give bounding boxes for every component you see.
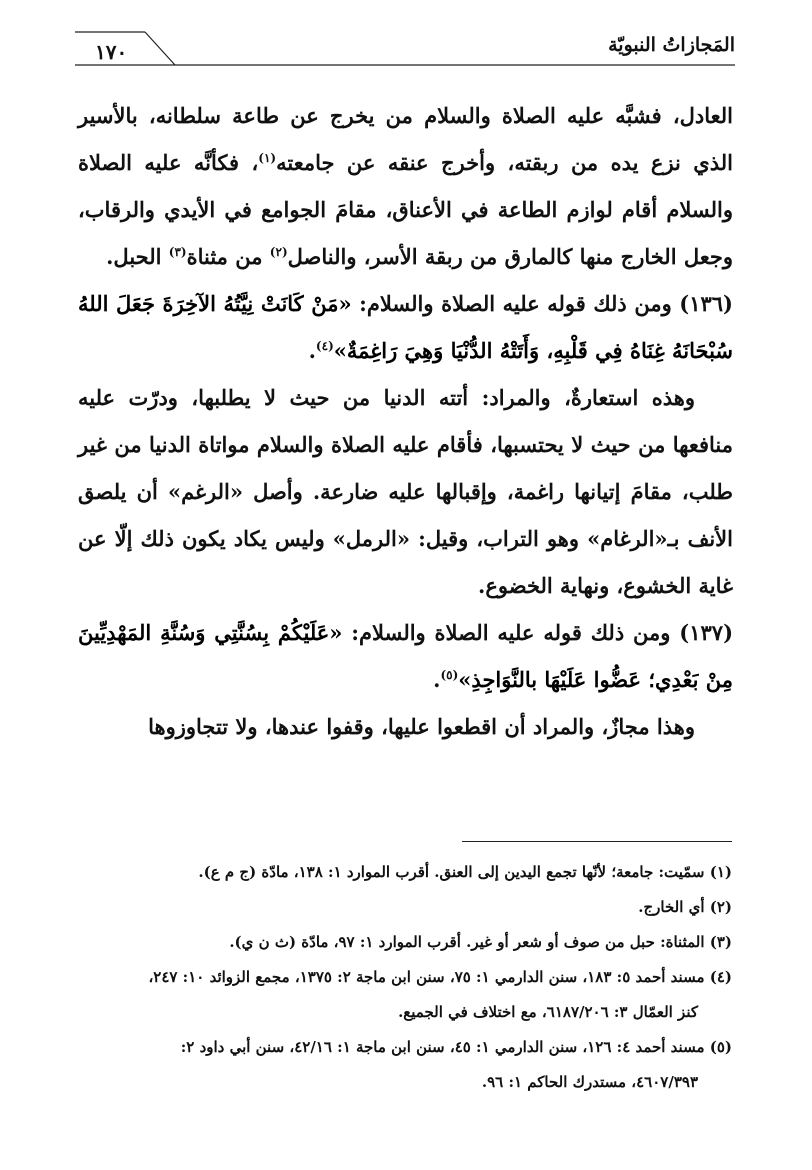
- footnotes: [80, 855, 732, 1100]
- paragraph-1: العادل، فشبَّه عليه الصلاة والسلام من يخرج عن طاعة سلطانه، بالأسير الذي نزع يده من ربقته، وأخرج عنقه عن جامعته$^{(١)}$، فكأنَّه عليه الصلاة والسلام أقام لوازم الطاعة في الأعناق، مقامَ الجوامع في الأيدي والرقاب، وجعل الخارج منها كالمارق من ربقة الأسر، والناصل$^{(٢)}$ من مثناة$^{(٣)}$ الحبل.: [78, 103, 733, 269]
- footnote-ref: (٤): [315, 339, 334, 353]
- page-header: [75, 30, 735, 66]
- paragraph-136: (١٣٦) ومن ذلك قوله عليه الصلاة والسلام: «مَنْ كَانَتْ نِيَّتُهُ الآخِرَةَ جَعَلَ اللهُ سُبْحَانَهُ غِنَاهُ فِي قَلْبِهِ، وَأَتَتْهُ الدُّنْيَا وَهِيَ رَاغِمَةٌ»$^{(٤)}$.: [78, 291, 733, 363]
- paragraph-last: وهذا مجازٌ، والمراد أن اقطعوا عليها، وقفوا عندها، ولا تتجاوزوها: [148, 714, 695, 739]
- footnote-3: (٣) المثناة: حبل من صوف أو شعر أو غير. أقرب الموارد ١: ٩٧، مادّة (ث ن ي).: [229, 933, 732, 951]
- footnote-4: (٤) مسند أحمد ٥: ١٨٣، سنن الدارمي ١: ٧٥، سنن ابن ماجة ٢: ١٣٧٥، مجمع الزوائد ١٠: ٢٤٧،: [148, 968, 732, 986]
- main-text: [78, 92, 733, 750]
- hadith-text: «عَلَيْكُمْ بِسُنَّتِي وَسُنَّةِ المَهْدِيِّينَ مِنْ بَعْدِي؛ عَضُّوا عَلَيْهَا بالنَّوَاجِذِ»: [78, 620, 733, 692]
- footnote-5-cont: ٤٦٠٧/٣٩٣، مستدرك الحاكم ١: ٩٦.: [481, 1073, 698, 1091]
- footnote-ref: (٥): [440, 668, 459, 682]
- page-number: ١٧٠: [95, 40, 128, 64]
- footnote-4-cont: كنز العمّال ٣: ٦١٨٧/٢٠٦، مع اختلاف في الجميع.: [398, 1003, 698, 1021]
- footnote-ref: (٣): [168, 245, 187, 259]
- footnote-ref: (٢): [269, 245, 288, 259]
- footnote-5: (٥) مسند أحمد ٤: ١٢٦، سنن الدارمي ١: ٤٥، سنن ابن ماجة ١: ٤٢/١٦، سنن أبي داود ٢:: [180, 1038, 732, 1056]
- paragraph-137: (١٣٧) ومن ذلك قوله عليه الصلاة والسلام: «عَلَيْكُمْ بِسُنَّتِي وَسُنَّةِ المَهْدِيِّينَ مِنْ بَعْدِي؛ عَضُّوا عَلَيْهَا بالنَّوَاجِذِ»$^{(٥)}$.: [78, 620, 733, 692]
- footnote-divider: [462, 841, 732, 842]
- footnote-2: (٢) أي الخارج.: [638, 898, 732, 916]
- footnote-1: (١) سمّيت: جامعة؛ لأنّها تجمع اليدين إلى العنق. أقرب الموارد ١: ١٣٨، مادّة (ج م ع).: [198, 863, 732, 881]
- footnote-ref: (١): [258, 151, 277, 165]
- hadith-text: «مَنْ كَانَتْ نِيَّتُهُ الآخِرَةَ جَعَلَ اللهُ سُبْحَانَهُ غِنَاهُ فِي قَلْبِهِ، وَأَتَتْهُ الدُّنْيَا وَهِيَ رَاغِمَةٌ»: [78, 291, 733, 363]
- running-title: المَجازاتُ النبويّة: [608, 34, 735, 56]
- paragraph-commentary: وهذه استعارةٌ، والمراد: أتته الدنيا من حيث لا يطلبها، ودرّت عليه منافعها من حيث لا يحتسبها، فأقام عليه الصلاة والسلام مواتاة الدنيا من غير طلب، مقامَ إتيانها راغمة، وإقبالها عليه ضارعة. وأصل «الرغم» أن يلصق الأنف بـ«الرغام» وهو التراب، وقيل: «الرمل» وليس يكاد يكون ذلك إلّا عن غاية الخشوع، ونهاية الخضوع.: [78, 385, 733, 598]
